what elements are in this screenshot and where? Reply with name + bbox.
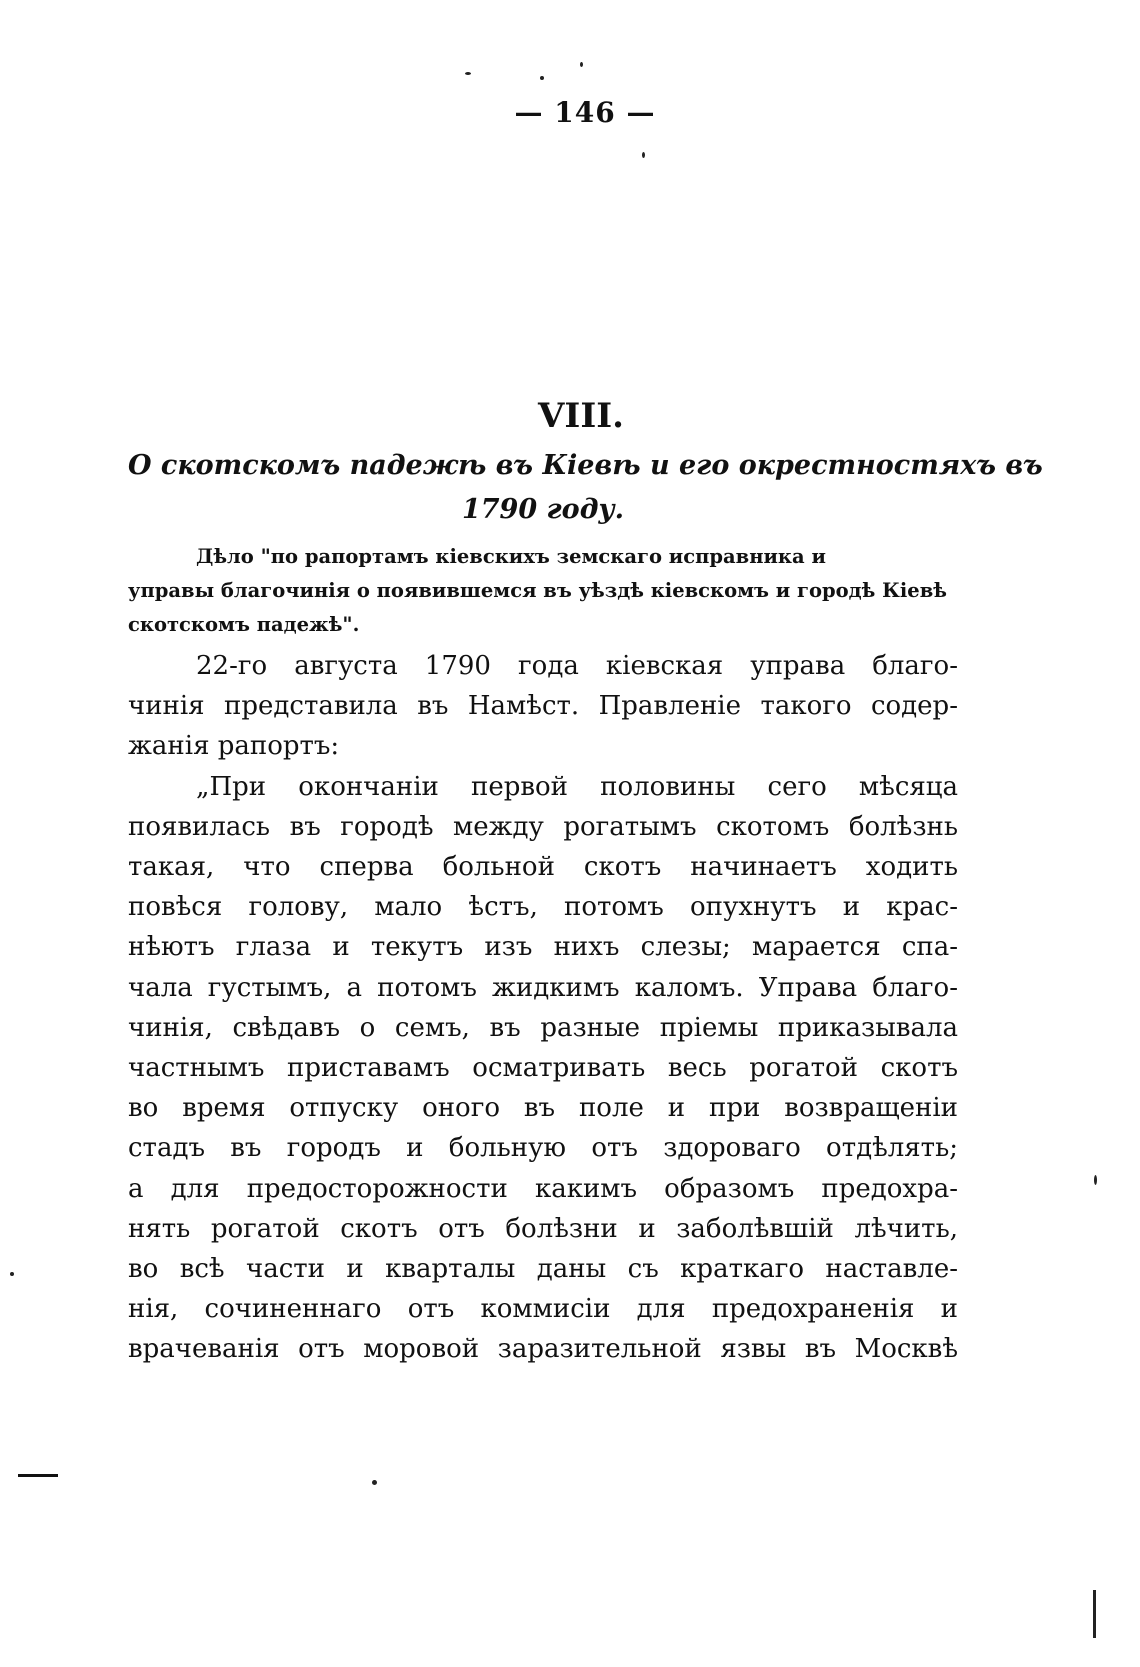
text-line: появилась въ городѣ между рогатымъ скотомъ болѣзнь bbox=[128, 811, 958, 842]
section-title bbox=[128, 444, 1043, 532]
text-line: чинія представила въ Намѣст. Правленіе такого содер- bbox=[128, 691, 958, 722]
source-note-line: управы благочинія о появившемся въ уѣздѣ кіевскомъ и городѣ Кіевѣ bbox=[128, 579, 947, 602]
text-line: 22-го августа 1790 года кіевская управа благо- bbox=[196, 651, 958, 681]
paragraph-2 bbox=[128, 767, 958, 1370]
source-note-line: скотскомъ падежѣ". bbox=[128, 613, 360, 636]
text-line: чала густымъ, а потомъ жидкимъ каломъ. Управа благо- bbox=[128, 972, 958, 1003]
text-line: „При окончаніи первой половины сего мѣсяца bbox=[196, 771, 958, 802]
scan-edge-mark bbox=[1093, 1590, 1096, 1638]
body-text bbox=[128, 646, 958, 1370]
scan-speck bbox=[10, 1272, 14, 1276]
page-number: — 146 — bbox=[514, 96, 656, 129]
text-line: такая, что сперва больной скотъ начинаетъ ходить bbox=[128, 852, 958, 883]
scan-speck bbox=[1094, 1175, 1097, 1185]
section-numeral: VIII. bbox=[538, 396, 624, 436]
scan-speck bbox=[540, 76, 544, 80]
source-note-line: Дѣло "по рапортамъ кіевскихъ земскаго исправника и bbox=[196, 545, 826, 568]
text-line: нять рогатой скотъ отъ болѣзни и заболѣвшій лѣчить, bbox=[128, 1213, 958, 1244]
section-title-line: О скотскомъ падежѣ въ Кіевѣ и его окрестностяхъ въ bbox=[128, 450, 1043, 481]
text-line: во всѣ части и кварталы даны съ краткаго наставле- bbox=[128, 1254, 958, 1285]
scan-speck bbox=[580, 62, 583, 67]
text-line: врачеванія отъ моровой заразительной язвы въ Москвѣ bbox=[128, 1334, 958, 1365]
paragraph-1 bbox=[128, 646, 958, 767]
source-note bbox=[128, 540, 958, 642]
text-line: нія, сочиненнаго отъ коммисіи для предохраненія и bbox=[128, 1294, 958, 1325]
text-line: частнымъ приставамъ осматривать весь рогатой скотъ bbox=[128, 1053, 958, 1084]
text-line: повѣся голову, мало ѣстъ, потомъ опухнутъ и крас- bbox=[128, 892, 958, 923]
scan-speck bbox=[642, 152, 645, 158]
text-line: а для предосторожности какимъ образомъ предохра- bbox=[128, 1173, 958, 1204]
scan-margin-dash bbox=[18, 1474, 58, 1477]
text-line: чинія, свѣдавъ о семъ, въ разные пріемы приказывала bbox=[128, 1012, 958, 1043]
text-line: во время отпуску оного въ поле и при возвращеніи bbox=[128, 1093, 958, 1124]
text-line: стадъ въ городъ и больную отъ здороваго отдѣлять; bbox=[128, 1133, 958, 1164]
scan-speck bbox=[372, 1480, 377, 1485]
text-line: нѣютъ глаза и текутъ изъ нихъ слезы; марается спа- bbox=[128, 932, 958, 963]
text-line: жанія рапортъ: bbox=[128, 731, 340, 762]
section-title-line: 1790 году. bbox=[461, 494, 625, 525]
scan-speck bbox=[465, 72, 471, 75]
